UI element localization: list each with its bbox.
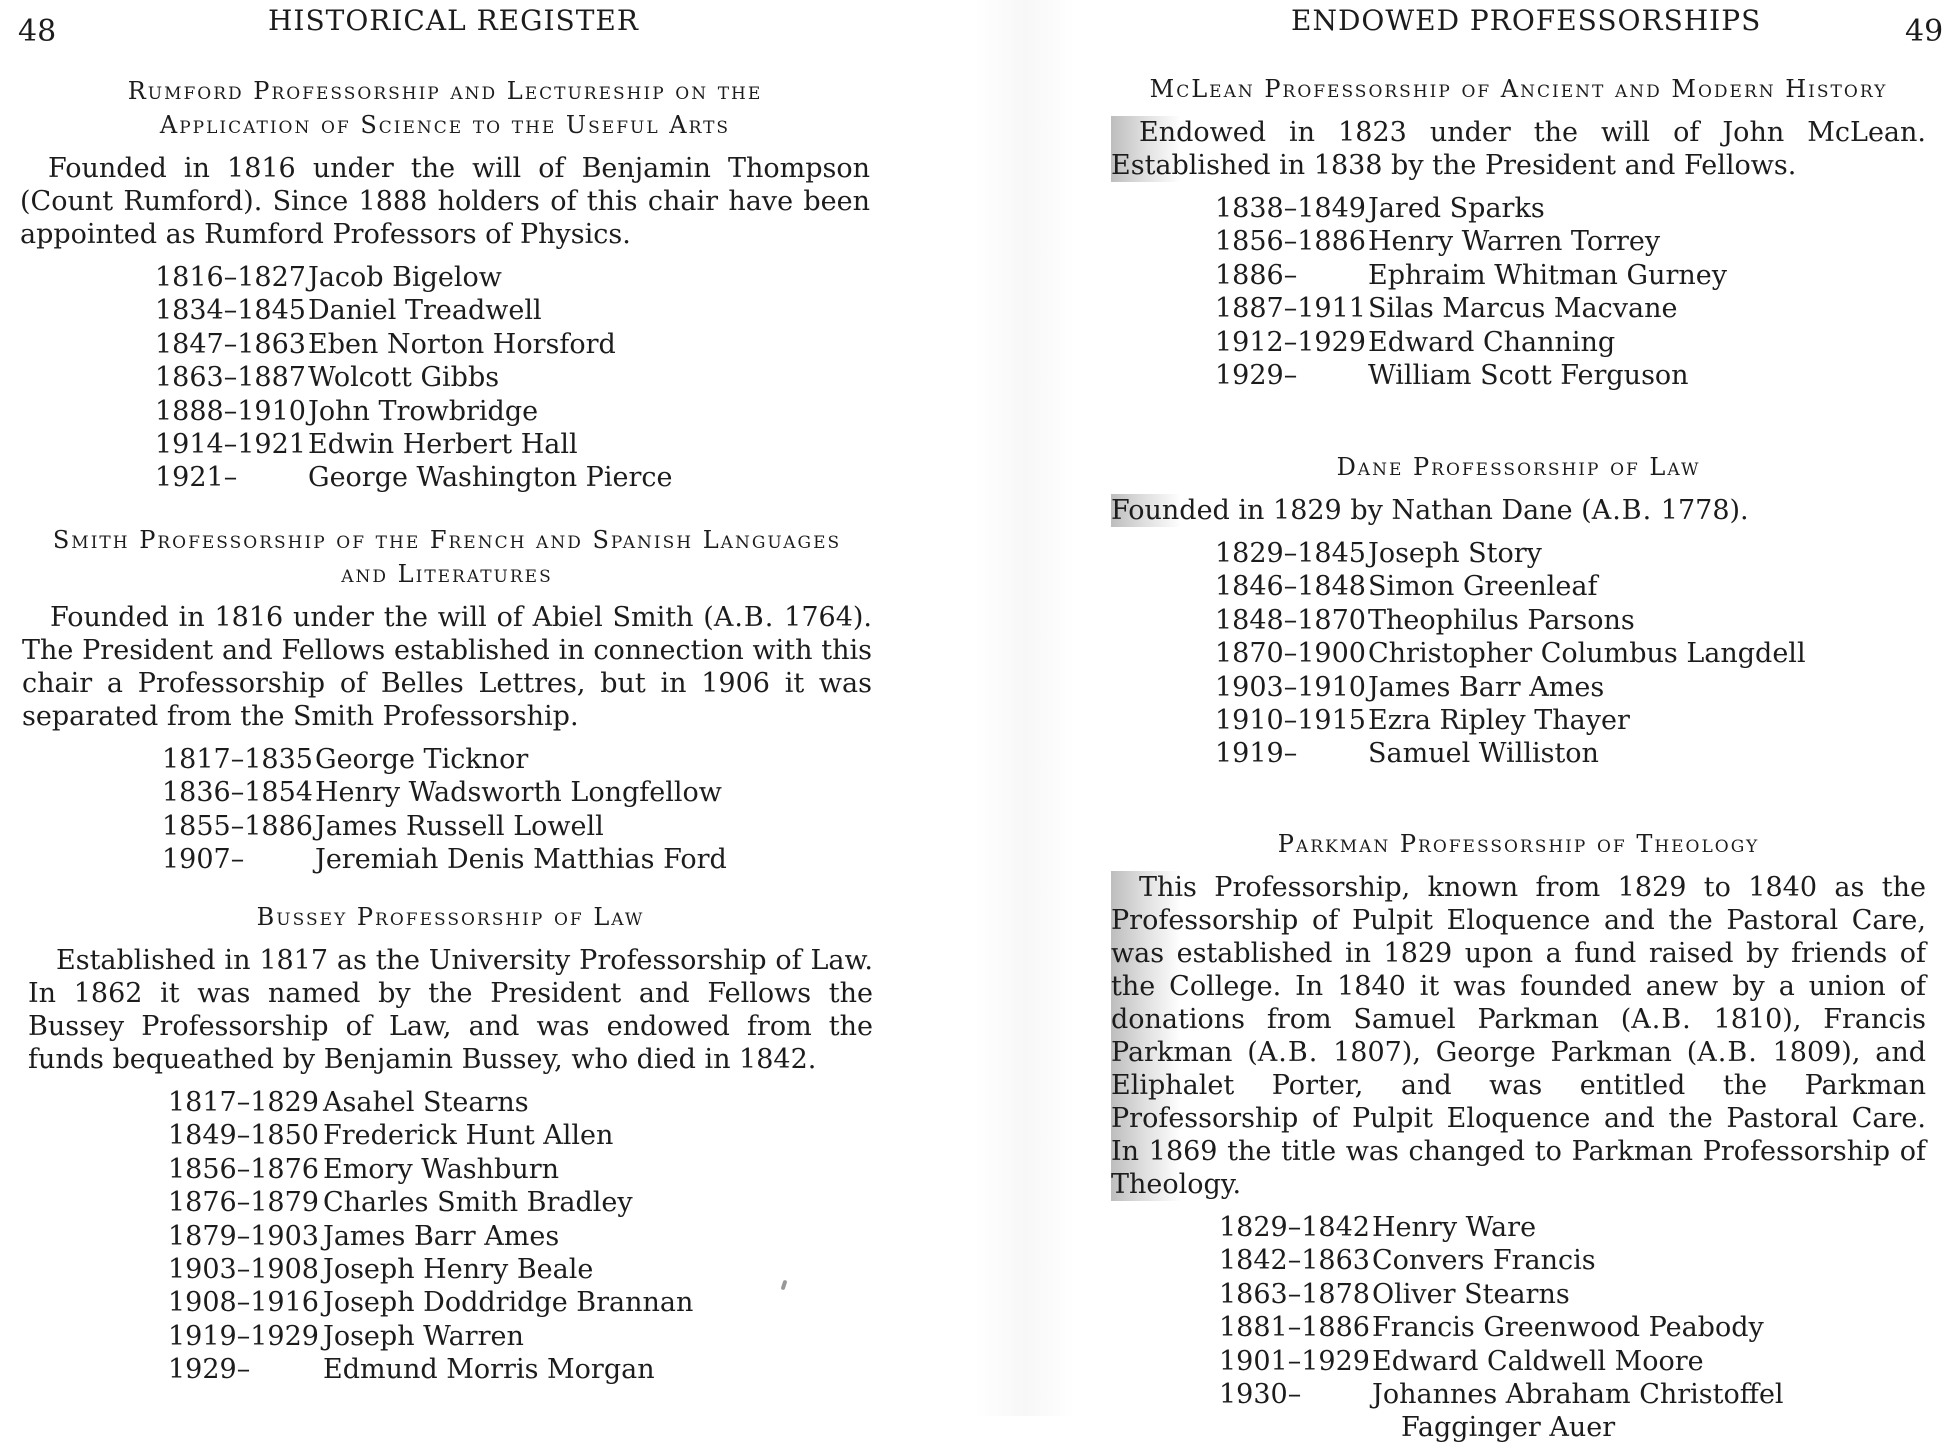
- holder-row: 1903–1910 James Barr Ames: [1215, 671, 1605, 703]
- section-paragraph: Founded in 1829 by Nathan Dane (A.B. 1778).: [1111, 494, 1926, 527]
- section-heading: Bussey Professorship of Law: [256, 903, 645, 931]
- holder-row: 1876–1879 Charles Smith Bradley: [168, 1187, 633, 1219]
- section-bussey: [28, 900, 873, 1387]
- holder-row: 1929– William Scott Ferguson: [1215, 360, 1689, 392]
- holder-row: 1847–1863 Eben Norton Horsford: [155, 328, 616, 360]
- holder-row: 1886– Ephraim Whitman Gurney: [1215, 259, 1727, 291]
- holder-row: 1907– Jeremiah Denis Matthias Ford: [162, 844, 727, 876]
- holder-row: 1921– George Washington Pierce: [155, 462, 673, 494]
- holder-row: 1842–1863 Convers Francis: [1219, 1245, 1596, 1277]
- holder-row: 1919–1929 Joseph Warren: [168, 1320, 524, 1352]
- holders-list: [28, 1086, 873, 1387]
- holder-row: 1879–1903 James Barr Ames: [168, 1220, 560, 1252]
- holder-row: 1929– Edmund Morris Morgan: [168, 1354, 655, 1386]
- holder-row: 1817–1829 Asahel Stearns: [168, 1087, 529, 1118]
- section-paragraph: This Professorship, known from 1829 to 1840 as the Professorship of Pulpit Eloquence and the Pastoral Care, was established in 1829 upon a fund raised by friends of the College. In 1840 it was founded anew by a union of donations from Samuel Parkman (A.B. 1810), Francis Parkman (A.B. 1807), George Parkman (A.B. 1809), and Eliphalet Porter, and was entitled the Parkman Professorship of Pulpit Eloquence and the Pastoral Care. In 1869 the title was changed to Parkman Professorship of Theology.: [1111, 872, 1927, 1200]
- page-number: 48: [18, 14, 57, 49]
- holder-row: 1829–1845 Joseph Story: [1215, 538, 1542, 569]
- holder-row: 1914–1921 Edwin Herbert Hall: [155, 429, 578, 461]
- section-paragraph: Founded in 1816 under the will of Benjamin Thompson (Count Rumford). Since 1888 holders of this chair have been appointed as Rumford Professors of Physics.: [20, 153, 870, 250]
- holder-row: 1863–1878 Oliver Stearns: [1219, 1278, 1570, 1310]
- holder-row: 1846–1848 Simon Greenleaf: [1215, 571, 1598, 603]
- section-heading: Dane Professorship of Law: [1336, 453, 1701, 481]
- section-heading: Rumford Professorship and Lectureship on the Application of Science to the Useful Arts: [127, 77, 763, 139]
- section-paragraph: Established in 1817 as the University Professorship of Law. In 1862 it was named by the President and Fellows the Bussey Professorship of Law, and was endowed from the funds bequeathed by Benjamin Bussey, who died in 1842.: [28, 945, 873, 1075]
- holder-row: 1930– Johannes Abraham Christoffel: [1219, 1379, 1784, 1411]
- holder-name-continuation: Fagginger Auer: [1401, 1412, 1616, 1444]
- holder-row: 1910–1915 Ezra Ripley Thayer: [1215, 705, 1630, 737]
- running-head: HISTORICAL REGISTER: [268, 4, 639, 37]
- holders-list: [1111, 1211, 1926, 1444]
- book-gutter: [975, 0, 1075, 1416]
- section-paragraph: Founded in 1816 under the will of Abiel Smith (A.B. 1764). The President and Fellows established in connection with this chair a Professorship of Belles Lettres, but in 1906 it was separated from the Smith Professorship.: [22, 602, 872, 732]
- section-heading: Parkman Professorship of Theology: [1277, 830, 1760, 858]
- holder-row: 1903–1908 Joseph Henry Beale: [168, 1254, 594, 1286]
- holder-row: 1834–1845 Daniel Treadwell: [155, 295, 542, 327]
- holder-row: 1829–1842 Henry Ware: [1219, 1212, 1537, 1243]
- section-mclean: [1111, 72, 1926, 392]
- holder-row: 1881–1886 Francis Greenwood Peabody: [1219, 1312, 1764, 1344]
- holder-row: 1838–1849 Jared Sparks: [1215, 193, 1545, 224]
- section-paragraph: Endowed in 1823 under the will of John McLean. Established in 1838 by the President and Fellows.: [1111, 117, 1926, 181]
- holder-row: 1888–1910 John Trowbridge: [155, 395, 539, 427]
- holder-row: 1901–1929 Edward Caldwell Moore: [1219, 1345, 1704, 1377]
- section-dane: [1111, 450, 1926, 771]
- section-smith: [22, 523, 872, 877]
- holder-row: 1849–1850 Frederick Hunt Allen: [168, 1120, 614, 1152]
- right-page: [1075, 0, 1956, 1444]
- holder-row: 1870–1900 Christopher Columbus Langdell: [1215, 638, 1806, 670]
- holder-row: 1919– Samuel Williston: [1215, 738, 1599, 770]
- running-head: ENDOWED PROFESSORSHIPS: [1291, 4, 1762, 37]
- holder-row: 1848–1870 Theophilus Parsons: [1215, 604, 1635, 636]
- holder-row: 1912–1929 Edward Channing: [1215, 326, 1616, 358]
- holders-list: [1111, 537, 1926, 771]
- section-rumford: [20, 74, 870, 495]
- holders-list: [20, 261, 870, 495]
- holders-list: [22, 743, 872, 877]
- holder-row: 1817–1835 George Ticknor: [162, 744, 529, 775]
- holders-list: [1111, 192, 1926, 392]
- holder-row: 1863–1887 Wolcott Gibbs: [155, 362, 500, 394]
- page-number: 49: [1905, 14, 1944, 49]
- holder-row: 1908–1916 Joseph Doddridge Brannan: [168, 1287, 694, 1319]
- section-parkman: [1111, 827, 1926, 1444]
- holder-row: 1856–1876 Emory Washburn: [168, 1153, 560, 1185]
- holder-row: 1856–1886 Henry Warren Torrey: [1215, 226, 1661, 258]
- holder-row: 1855–1886 James Russell Lowell: [162, 810, 604, 842]
- holder-row: 1816–1827 Jacob Bigelow: [155, 262, 502, 293]
- section-heading: McLean Professorship of Ancient and Modern History: [1149, 75, 1888, 103]
- section-heading: Smith Professorship of the French and Spanish Languages and Literatures: [52, 526, 842, 588]
- holder-row: 1836–1854 Henry Wadsworth Longfellow: [162, 777, 722, 809]
- holder-row: 1887–1911 Silas Marcus Macvane: [1215, 293, 1678, 325]
- left-page: [0, 0, 975, 1416]
